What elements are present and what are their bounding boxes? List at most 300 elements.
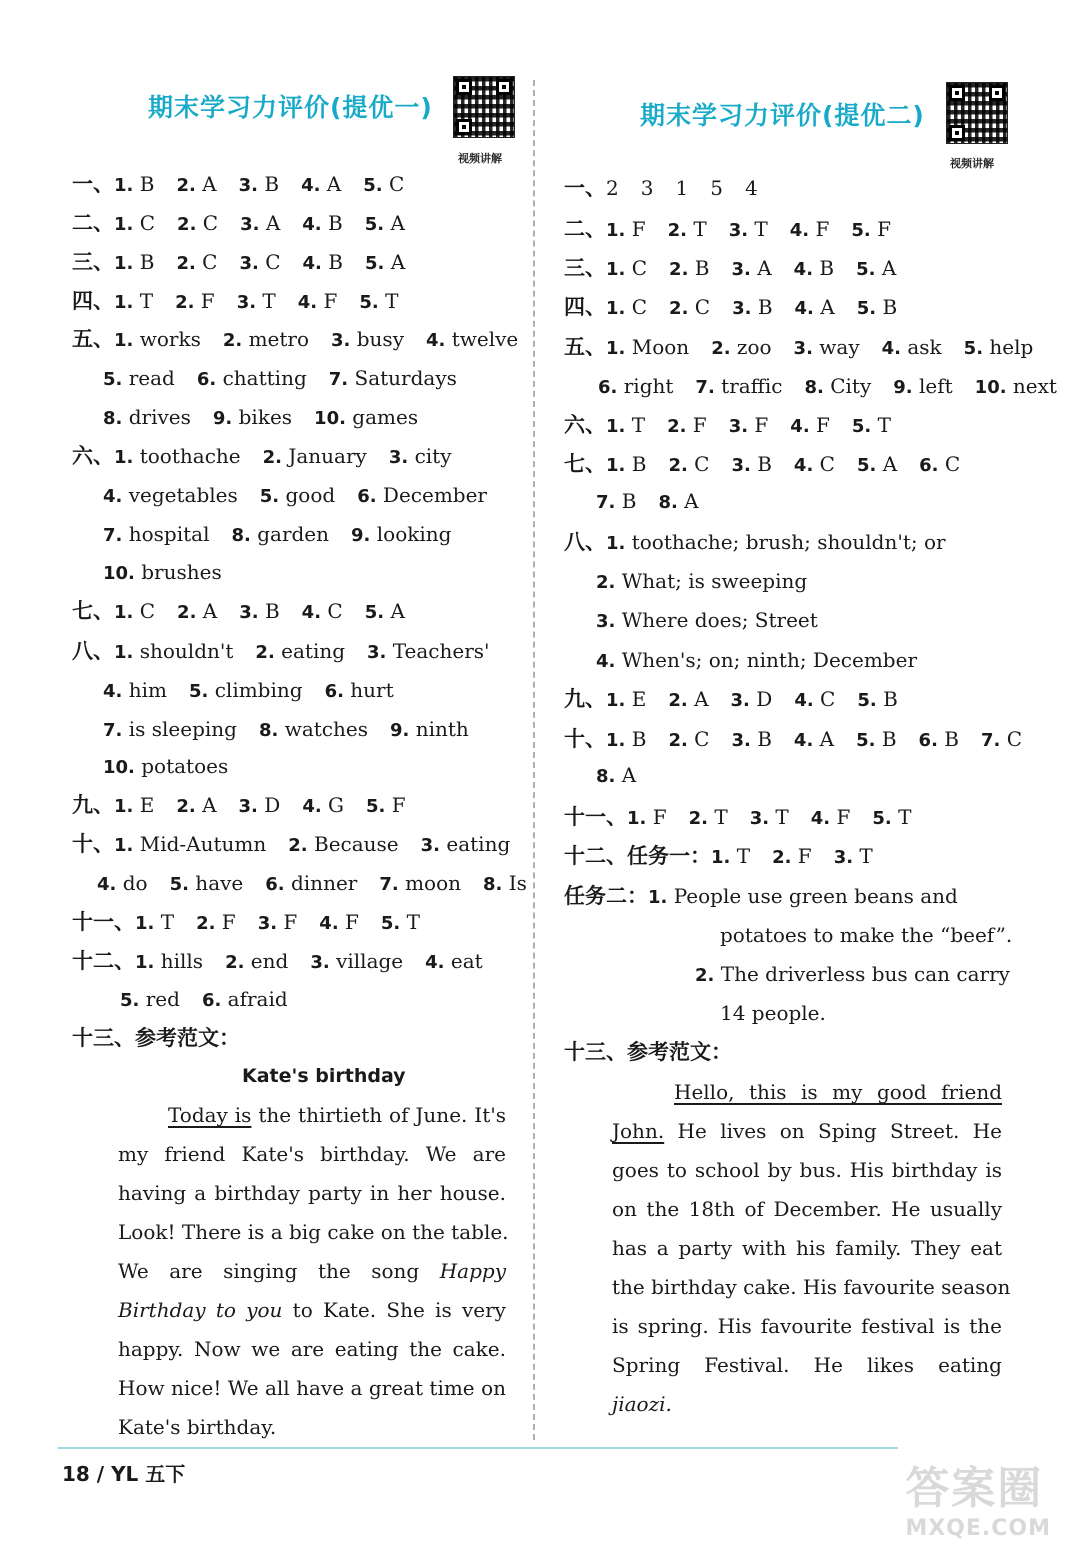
question-number: 3.	[257, 913, 278, 934]
right-answer-row	[564, 687, 920, 713]
answer-text: B	[625, 452, 647, 476]
question-number: 1.	[606, 259, 626, 280]
answer-text: moon	[398, 871, 462, 895]
question-number: 7.	[695, 377, 715, 398]
question-number: 8.	[804, 377, 824, 398]
answer-item	[175, 289, 215, 315]
left-answer-row	[72, 289, 420, 315]
answer-item	[302, 599, 343, 625]
section-number: 九、	[564, 687, 606, 711]
answer-text: ninth	[409, 717, 469, 741]
question-number: 5.	[359, 292, 379, 313]
section-number: 十三、参考范文：	[564, 1040, 732, 1064]
question-number: 3.	[793, 338, 813, 359]
answer-item	[668, 687, 708, 713]
question-number: 6.	[598, 377, 618, 398]
answer-item	[731, 727, 771, 753]
answer-item	[732, 295, 772, 321]
question-number: 4.	[302, 796, 322, 817]
answer-item	[176, 250, 217, 276]
question-number: 5.	[364, 602, 385, 623]
answer-text: T	[769, 805, 789, 829]
answer-text: toothache; brush; shouldn't; or	[625, 530, 946, 554]
essay-line: We are singing the song Happy	[118, 1259, 506, 1283]
question-number: 1.	[606, 730, 626, 751]
question-number: 3.	[731, 455, 751, 476]
answer-item	[641, 176, 654, 200]
question-number: 4.	[301, 175, 321, 196]
answer-text: city	[408, 444, 452, 468]
question-number: 8.	[596, 766, 616, 787]
answer-item	[239, 250, 280, 276]
left-answer-row	[103, 717, 491, 743]
answer-item	[964, 335, 1034, 361]
answer-text: potatoes	[134, 754, 229, 778]
answer-text: busy	[350, 327, 404, 351]
section-number: 四、	[72, 289, 114, 313]
answer-item	[114, 211, 155, 237]
question-number: 2.	[668, 690, 688, 711]
answer-text: him	[122, 678, 167, 702]
answer-item	[729, 217, 768, 243]
answer-text: watches	[278, 717, 368, 741]
answer-item	[366, 793, 406, 819]
answer-item	[319, 910, 359, 936]
answer-item	[103, 678, 167, 704]
answer-item	[302, 793, 344, 819]
right-answer-row	[564, 805, 933, 831]
answer-text: C	[196, 211, 219, 235]
answer-item	[114, 172, 154, 198]
answer-text: eating	[274, 639, 346, 663]
answer-text: B	[258, 172, 280, 196]
answer-item	[975, 374, 1057, 400]
answer-item	[359, 289, 398, 315]
answer-item	[669, 295, 710, 321]
right-answer-row	[564, 256, 918, 282]
section-number: 八、	[72, 639, 114, 663]
watermark-logo-text: 答案圈	[905, 1463, 1044, 1514]
question-number: 2.	[288, 835, 308, 856]
question-number: 1.	[114, 602, 134, 623]
qr-code-right[interactable]	[946, 82, 1008, 144]
answer-item	[668, 727, 709, 753]
section-number: 六、	[72, 444, 114, 468]
answer-text: T	[853, 844, 873, 868]
answer-text: B	[813, 256, 835, 280]
right-answer-row	[596, 608, 840, 634]
question-number: 10.	[974, 377, 1007, 398]
section-number: 十一、	[72, 910, 135, 934]
answer-text: vegetables	[122, 483, 238, 507]
answer-item	[856, 256, 896, 282]
answer-item	[103, 405, 191, 431]
question-number: 3.	[236, 292, 257, 313]
question-number: 1.	[114, 214, 134, 235]
answer-text: F	[194, 289, 215, 313]
answer-text: looking	[370, 522, 452, 546]
answer-text: C	[625, 256, 648, 280]
answer-item	[658, 489, 698, 515]
answer-text: 3	[640, 176, 654, 200]
answer-item	[365, 211, 405, 237]
answer-item	[331, 327, 404, 353]
answer-text: bikes	[232, 405, 293, 429]
answer-text: works	[133, 327, 201, 351]
answer-item	[240, 211, 280, 237]
answer-item	[790, 217, 830, 243]
answer-item	[668, 217, 707, 243]
answer-text: 5	[710, 176, 723, 200]
answer-text: F	[625, 217, 646, 241]
right-answer-row	[564, 884, 980, 910]
question-number: 3.	[420, 835, 441, 856]
watermark-url: MXQE.COM	[905, 1516, 1051, 1541]
answer-item	[365, 250, 405, 276]
answer-text: help	[983, 335, 1034, 359]
qr-code-left[interactable]	[453, 76, 515, 138]
question-number: 8.	[258, 720, 279, 741]
answer-text: C	[133, 211, 156, 235]
section-number: 五、	[72, 327, 114, 351]
question-number: 4.	[297, 292, 318, 313]
question-number: 2.	[688, 808, 708, 829]
right-answer-row	[564, 844, 895, 870]
question-number: 4.	[793, 730, 814, 751]
answer-item	[97, 871, 148, 897]
question-number: 5.	[259, 486, 280, 507]
essay-line: is spring. His favourite festival is the	[612, 1314, 1002, 1338]
answer-text: December	[376, 483, 487, 507]
answer-text: F	[317, 289, 338, 313]
question-number: 3.	[239, 602, 259, 623]
question-number: 1.	[606, 690, 626, 711]
question-number: 2.	[175, 292, 195, 313]
section-number: 二、	[72, 211, 114, 235]
section-number: 一、	[72, 172, 114, 196]
question-number: 4.	[789, 220, 810, 241]
question-number: 5.	[851, 416, 872, 437]
answer-text: Is	[502, 871, 527, 895]
answer-item	[596, 763, 636, 789]
section-number: 一、	[564, 176, 606, 200]
right-answer-row	[695, 962, 1032, 988]
question-number: 4.	[794, 690, 814, 711]
answer-item	[834, 844, 873, 870]
question-number: 2.	[222, 330, 243, 351]
answer-text: B	[876, 295, 898, 319]
answer-text: good	[279, 483, 336, 507]
answer-item	[745, 176, 758, 200]
section-number: 任务二：	[564, 884, 648, 908]
answer-text: F	[385, 793, 406, 817]
question-number: 2.	[711, 338, 731, 359]
question-number: 1.	[135, 952, 155, 973]
answer-item	[298, 289, 338, 315]
answer-text: left	[912, 374, 953, 398]
essay-line: Birthday to you to Kate. She is very	[118, 1298, 506, 1322]
question-number: 1.	[114, 253, 134, 274]
qr-caption-left: 视频讲解	[458, 152, 502, 165]
question-number: 5.	[363, 175, 383, 196]
question-number: 2.	[596, 572, 616, 593]
answer-item	[114, 793, 154, 819]
answer-text: B	[321, 211, 343, 235]
question-number: 7.	[980, 730, 1001, 751]
answer-item	[259, 717, 368, 743]
question-number: 1.	[135, 913, 155, 934]
essay-line: on the 18th of December. He usually	[612, 1197, 1002, 1221]
answer-item	[606, 335, 689, 361]
section-number: 八、	[564, 530, 606, 554]
answer-item	[851, 217, 891, 243]
answer-text: T	[133, 289, 154, 313]
answer-text: A	[384, 250, 406, 274]
answer-item	[239, 793, 281, 819]
answer-item	[135, 910, 174, 936]
right-answer-row	[564, 452, 982, 478]
question-number: 3.	[730, 690, 750, 711]
left-answer-row	[72, 639, 512, 665]
answer-text: B	[258, 599, 280, 623]
question-number: 3.	[331, 330, 351, 351]
answer-text: drives	[122, 405, 191, 429]
answer-item	[314, 405, 418, 431]
question-number: 5.	[856, 298, 877, 319]
answer-text: C	[1000, 727, 1023, 751]
answer-text: F	[338, 910, 359, 934]
essay-line: jiaozi.	[612, 1392, 672, 1416]
question-number: 9.	[212, 408, 233, 429]
answer-text: F	[870, 217, 891, 241]
answer-item	[231, 522, 329, 548]
left-answer-row	[120, 987, 310, 1013]
answer-item	[426, 327, 518, 353]
question-number: 10.	[103, 563, 135, 584]
answer-item	[197, 366, 307, 392]
section-number: 四、	[564, 295, 606, 319]
right-answer-row	[564, 727, 1044, 753]
answer-item	[288, 832, 398, 858]
answer-text: T	[625, 413, 646, 437]
question-number: 4.	[810, 808, 831, 829]
question-number: 6.	[201, 990, 222, 1011]
answer-item	[302, 211, 342, 237]
question-number: 4.	[425, 952, 445, 973]
section-number: 二、	[564, 217, 606, 241]
answer-item	[606, 530, 946, 556]
answer-item	[390, 717, 469, 743]
answer-text: B	[625, 727, 647, 751]
answer-text: Because	[307, 832, 399, 856]
question-number: 9.	[893, 377, 913, 398]
question-number: 3.	[310, 952, 330, 973]
question-number: 1.	[648, 887, 668, 908]
answer-text: A	[195, 793, 217, 817]
answer-item	[596, 608, 818, 634]
answer-text: next	[1006, 374, 1057, 398]
answer-text: January	[282, 444, 367, 468]
answer-item	[260, 483, 335, 509]
answer-item	[365, 599, 405, 625]
left-answer-row	[72, 211, 427, 237]
question-number: 3.	[367, 642, 387, 663]
question-number: 1.	[627, 808, 647, 829]
question-number: 7.	[103, 720, 123, 741]
answer-item	[804, 374, 871, 400]
question-number: 6.	[918, 730, 938, 751]
essay-line: Spring Festival. He likes eating	[612, 1353, 1002, 1377]
right-answer-row	[596, 648, 939, 674]
section-number: 十二、任务一：	[564, 844, 711, 868]
answer-item	[606, 727, 646, 753]
section-number: 十、	[564, 727, 606, 751]
answer-text: T	[748, 217, 768, 241]
answer-text: T	[686, 217, 707, 241]
answer-item	[103, 754, 228, 780]
answer-item	[606, 176, 619, 200]
answer-item	[794, 727, 834, 753]
answer-item	[711, 844, 750, 870]
answer-text: T	[400, 910, 420, 934]
column-divider	[533, 80, 535, 1440]
question-number: 3.	[388, 447, 409, 468]
question-number: 3.	[731, 259, 751, 280]
answer-item	[606, 217, 646, 243]
answer-text: Teachers'	[386, 639, 490, 663]
question-number: 6.	[265, 874, 285, 895]
answer-text: Where does; Street	[615, 608, 818, 632]
answer-text: 14 people.	[720, 1001, 826, 1025]
question-number: 4.	[794, 298, 814, 319]
left-answer-row	[103, 522, 473, 548]
answer-item	[263, 444, 367, 470]
answer-item	[103, 560, 222, 586]
answer-text: People use green beans and	[667, 884, 958, 908]
answer-item	[598, 374, 673, 400]
question-number: 1.	[114, 835, 134, 856]
answer-item	[731, 256, 771, 282]
question-number: 2.	[176, 796, 196, 817]
answer-text: G	[321, 793, 345, 817]
right-title: 期末学习力评价(提优二)	[640, 101, 925, 130]
answer-text: T	[891, 805, 912, 829]
essay-line: my friend Kate's birthday. We are	[118, 1142, 506, 1166]
answer-item	[731, 452, 771, 478]
right-answer-row	[564, 413, 913, 439]
answer-text: C	[258, 250, 281, 274]
answer-item	[729, 413, 769, 439]
answer-text: B	[750, 452, 772, 476]
answer-text: C	[687, 727, 710, 751]
section-number: 三、	[564, 256, 606, 280]
answer-text: B	[937, 727, 959, 751]
left-answer-row	[72, 250, 427, 276]
left-answer-row	[103, 754, 250, 780]
qr-caption-right: 视频讲解	[950, 157, 994, 170]
answer-item	[103, 483, 238, 509]
answer-text: E	[133, 793, 155, 817]
answer-text: F	[791, 844, 812, 868]
question-number: 2.	[669, 298, 689, 319]
answer-item	[596, 569, 807, 595]
answer-text: F	[277, 910, 298, 934]
question-number: 5.	[380, 913, 401, 934]
question-number: 5.	[857, 690, 877, 711]
answer-text: D	[749, 687, 773, 711]
essay-title-left: Kate's birthday	[242, 1065, 406, 1087]
question-number: 4.	[302, 214, 322, 235]
essay-line: has a party with his family. They eat	[612, 1236, 1002, 1260]
answer-text: shouldn't	[133, 639, 234, 663]
left-answer-row	[72, 172, 426, 198]
question-number: 4.	[793, 259, 814, 280]
answer-text: garden	[250, 522, 330, 546]
left-answer-row	[72, 910, 442, 936]
answer-text: B	[688, 256, 710, 280]
answer-text: The driverless bus can carry	[714, 962, 1010, 986]
answer-item	[120, 987, 180, 1013]
section-number: 九、	[72, 793, 114, 817]
answer-text: When's; on; ninth; December	[615, 648, 918, 672]
answer-item	[893, 374, 952, 400]
question-number: 5.	[856, 455, 877, 476]
answer-item	[114, 444, 241, 470]
left-answer-row	[103, 678, 416, 704]
answer-item	[239, 172, 279, 198]
answer-item	[325, 678, 394, 704]
right-answer-row	[564, 176, 780, 200]
answer-text: metro	[242, 327, 310, 351]
question-number: 2.	[176, 175, 196, 196]
question-number: 1.	[114, 175, 134, 196]
question-number: 7.	[103, 525, 123, 546]
answer-item	[711, 335, 771, 361]
section-number: 十二、	[72, 949, 135, 973]
question-number: 1.	[606, 455, 626, 476]
question-number: 7.	[379, 874, 399, 895]
answer-text: A	[384, 599, 405, 623]
answer-item	[794, 452, 835, 478]
question-number: 5.	[169, 874, 189, 895]
answer-text: Saturdays	[348, 366, 457, 390]
answer-text: F	[215, 910, 236, 934]
answer-item	[857, 687, 897, 713]
answer-text: hurt	[343, 678, 394, 702]
right-answer-row	[564, 335, 1055, 361]
essay-line: Kate's birthday.	[118, 1415, 277, 1439]
answer-item	[919, 727, 959, 753]
answer-text: village	[329, 949, 404, 973]
question-number: 4.	[302, 253, 322, 274]
question-number: 2.	[772, 847, 792, 868]
answer-item	[667, 413, 707, 439]
answer-text: B	[750, 727, 772, 751]
question-number: 6.	[324, 681, 344, 702]
answer-item	[103, 522, 209, 548]
left-answer-row	[103, 483, 509, 509]
answer-text: A	[876, 452, 898, 476]
question-number: 1.	[114, 796, 134, 817]
question-number: 5.	[364, 253, 385, 274]
section-number: 七、	[564, 452, 606, 476]
answer-text: dinner	[284, 871, 358, 895]
question-number: 2.	[262, 447, 282, 468]
right-answer-row	[564, 1040, 732, 1064]
right-answer-row	[564, 295, 919, 321]
answer-text: A	[196, 599, 218, 623]
answer-text: C	[195, 250, 218, 274]
